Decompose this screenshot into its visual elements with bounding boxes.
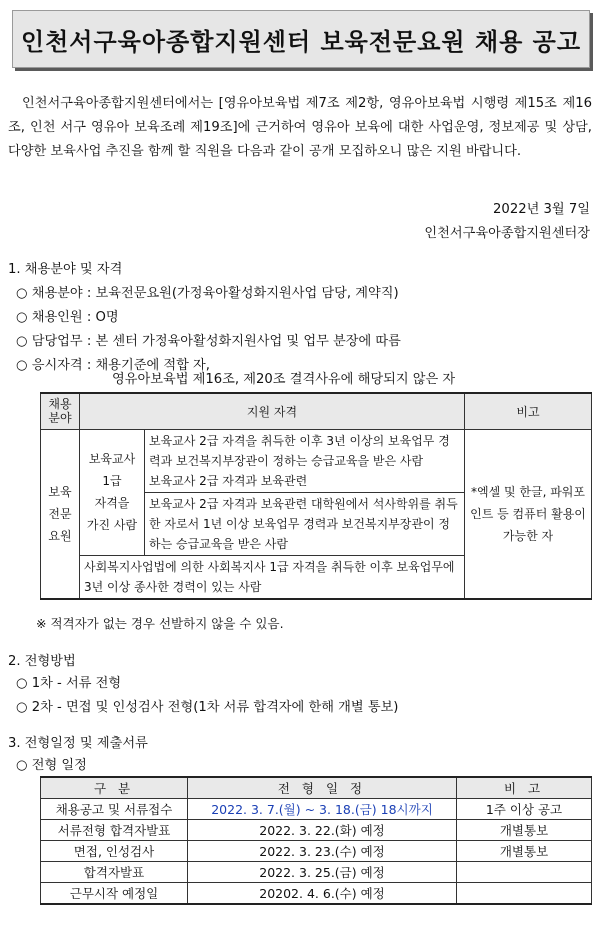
section1-item: ○ 채용분야 : 보육전문요원(가정육아활성화지원사업 담당, 계약직) [16, 286, 399, 301]
section3-subheading: ○ 전형 일정 [16, 758, 87, 773]
section3-heading: 3. 전형일정 및 제출서류 [8, 736, 148, 751]
table-cell: 2022. 3. 23.(수) 예정 [188, 841, 457, 862]
table-header: 지원 자격 [80, 393, 465, 429]
table-cell: 개별통보 [457, 841, 592, 862]
table-cell: 근무시작 예정일 [41, 883, 188, 905]
table-row [41, 862, 592, 883]
table-header: 구 분 [41, 777, 188, 799]
announcement-date: 2022년 3월 7일 [493, 202, 590, 217]
table-row [41, 820, 592, 841]
section1-item: ○ 응시자격 : 채용기준에 적합 자, [16, 358, 210, 373]
table-cell: 사회복지사업법에 의한 사회복지사 1급 자격을 취득한 이후 보육업무에 3년 이상 종사한 경력이 있는 사람 [80, 555, 465, 599]
table-header: 비고 [465, 393, 592, 429]
qualification-table [40, 392, 592, 600]
schedule-table [40, 776, 592, 905]
section1-heading: 1. 채용분야 및 자격 [8, 262, 123, 277]
organization-signature: 인천서구육아종합지원센터장 [424, 226, 590, 241]
qualification-text: 보육교사 2급 자격을 취득한 이후 3년 이상의 보육업무 경력과 보건복지부장관이 정하는 승급교육을 받은 사람 [149, 433, 450, 468]
table-row [41, 841, 592, 862]
section2-item: ○ 2차 - 면접 및 인성검사 전형(1차 서류 합격자에 한해 개별 통보) [16, 700, 399, 715]
table-row [41, 883, 592, 905]
table-cell [145, 429, 465, 492]
table-cell: 합격자발표 [41, 862, 188, 883]
table-cell [457, 883, 592, 905]
table-cell: 2022. 3. 7.(월) ~ 3. 18.(금) 18시까지 [188, 799, 457, 820]
table-cell: 보육교사 2급 자격과 보육관련 대학원에서 석사학위를 취득한 자로서 1년 이상 보육업무 경력과 보건복지부장관이 정하는 승급교육을 받은 사람 [145, 492, 465, 555]
section1-item: ○ 담당업무 : 본 센터 가정육아활성화지원사업 및 업무 분장에 따름 [16, 334, 401, 349]
table-cell: 보육교사 1급 자격을 가진 사람 [80, 429, 145, 555]
intro-paragraph: 인천서구육아종합지원센터에서는 [영유아보육법 제7조 제2항, 영유아보육법 시행령 제15조 제16조, 인천 서구 영유아 보육조례 제19조]에 근거하여 영유아 보육에 대한 사업운영, 정보제공 및 상담, 다양한 보육사업 추진을 함께 할 직원을 다음과 같이 공개 모집하오니 많은 지원 바랍니다. [8, 96, 592, 159]
table-cell: 서류전형 합격자발표 [41, 820, 188, 841]
section1-item-cont: 영유아보육법 제16조, 제20조 결격사유에 해당되지 않은 자 [112, 372, 456, 387]
table-cell: 보육 전문 요원 [41, 429, 80, 599]
table-header: 채용 분야 [41, 393, 80, 429]
table-header: 전 형 일 정 [188, 777, 457, 799]
table-cell [457, 862, 592, 883]
table-cell: 2022. 3. 22.(화) 예정 [188, 820, 457, 841]
table-cell: 면접, 인성검사 [41, 841, 188, 862]
table-cell: 2022. 3. 25.(금) 예정 [188, 862, 457, 883]
table-cell: 개별통보 [457, 820, 592, 841]
table-cell: *엑셀 및 한글, 파워포인트 등 컴퓨터 활용이 가능한 자 [465, 429, 592, 599]
footnote: ※ 적격자가 없는 경우 선발하지 않을 수 있음. [36, 616, 284, 631]
page-title: 인천서구육아종합지원센터 보육전문요원 채용 공고 [20, 27, 582, 56]
section2-item: ○ 1차 - 서류 전형 [16, 676, 122, 691]
section1-item: ○ 채용인원 : O명 [16, 310, 119, 325]
section2-heading: 2. 전형방법 [8, 654, 76, 669]
table-cell: 1주 이상 공고 [457, 799, 592, 820]
table-cell: 20202. 4. 6.(수) 예정 [188, 883, 457, 905]
table-row [41, 799, 592, 820]
qualification-text: 보육교사 2급 자격과 보육관련 [149, 473, 308, 488]
title-banner [12, 10, 590, 68]
table-cell: 채용공고 및 서류접수 [41, 799, 188, 820]
table-header: 비 고 [457, 777, 592, 799]
